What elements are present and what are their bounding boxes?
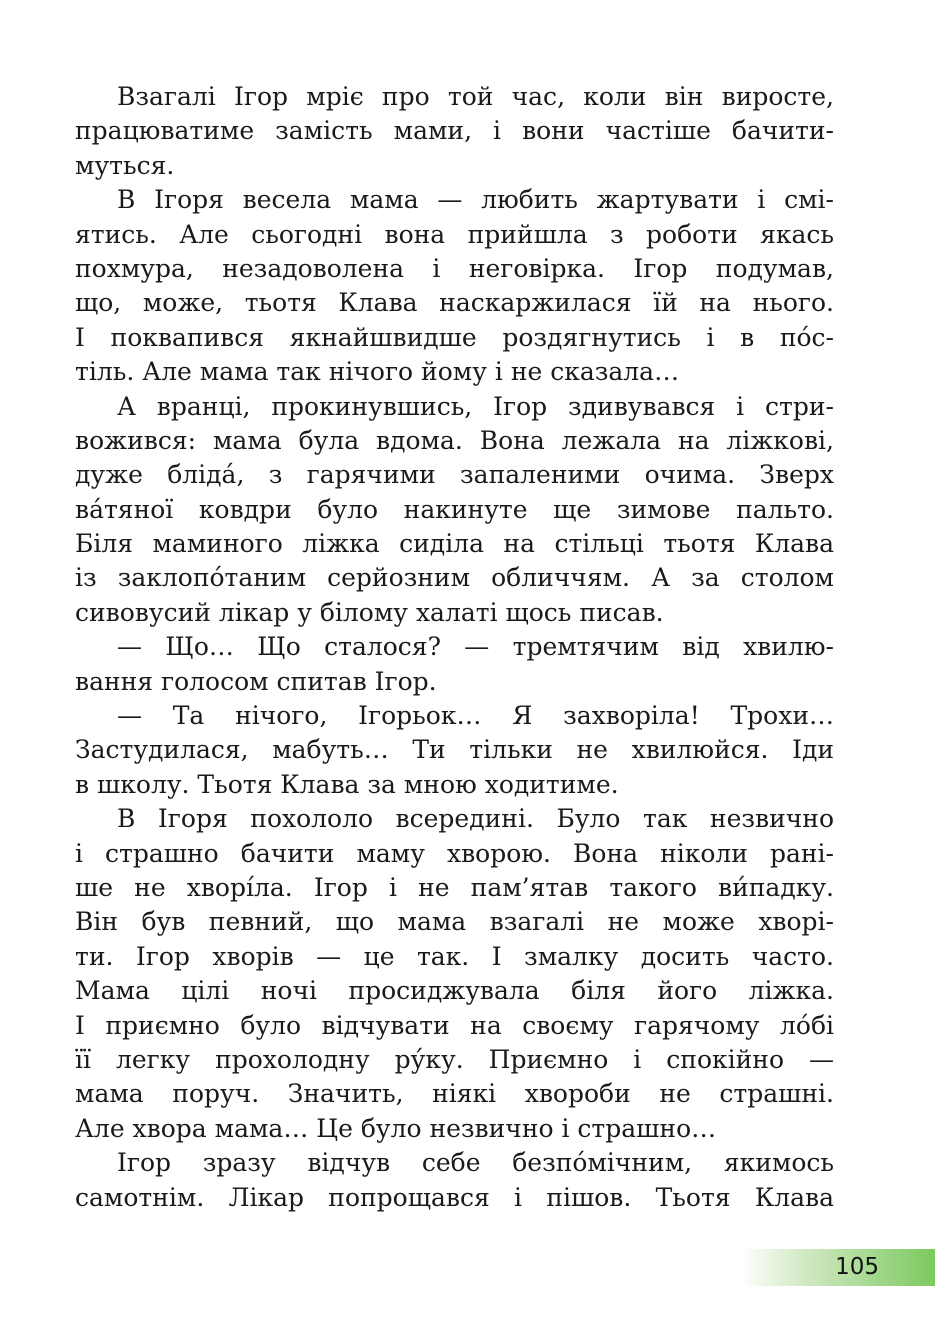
text-line: Але хвора мама… Це було незвично і страшно… xyxy=(75,1113,717,1143)
text-line: Він був певний, що мама взагалі не може хворі- xyxy=(75,907,834,937)
page-number-tab xyxy=(740,1249,935,1286)
text-line: І поквапився якнайшвидше роздягнутись і в по́с- xyxy=(75,322,834,352)
text-line: вання голосом спитав Ігор. xyxy=(75,666,437,696)
text-line: її легку прохолодну ру́ку. Приємно і спокійно — xyxy=(75,1044,834,1074)
page-number: 105 xyxy=(835,1254,879,1280)
text-line: ва́тяної ковдри було накинуте ще зимове пальто. xyxy=(75,494,834,524)
text-line: Біля маминого ліжка сиділа на стільці тьотя Клава xyxy=(75,529,834,559)
text-line: вожився: мама була вдома. Вона лежала на ліжкові, xyxy=(75,425,834,455)
text-line: В Ігоря похололо всередині. Було так незвично xyxy=(117,804,834,834)
text-line: Мама цілі ночі просиджувала біля його ліжка. xyxy=(75,976,834,1006)
text-line: — Та нічого, Ігорьок… Я захворіла! Трохи… xyxy=(117,701,834,731)
text-line: Ігор зразу відчув себе безпо́мічним, якимось xyxy=(117,1148,834,1178)
text-line: похмура, незадоволена і неговірка. Ігор подумав, xyxy=(75,253,834,283)
text-line: самотнім. Лікар попрощався і пішов. Тьотя Клава xyxy=(75,1182,834,1212)
text-line: І приємно було відчувати на своєму гарячому ло́бі xyxy=(75,1010,834,1040)
text-line: із заклопо́таним серйозним обличчям. А за столом xyxy=(75,563,834,593)
text-line: працюватиме замість мами, і вони частіше бачити- xyxy=(75,116,834,146)
text-line: що, може, тьотя Клава наскаржилася їй на нього. xyxy=(75,288,834,318)
page-body-text xyxy=(75,80,834,1215)
text-line: і страшно бачити маму хворою. Вона ніколи рані- xyxy=(75,838,834,868)
text-line: тіль. Але мама так нічого йому і не сказала… xyxy=(75,357,680,387)
text-line: дуже бліда́, з гарячими запаленими очима. Зверх xyxy=(75,460,834,490)
text-line: Застудилася, мабуть… Ти тільки не хвилюйся. Іди xyxy=(75,735,834,765)
text-line: ше не хворі́ла. Ігор і не пам’ятав такого ви́падку. xyxy=(75,872,834,902)
text-line: А вранці, прокинувшись, Ігор здивувався і стри- xyxy=(117,391,834,421)
text-line: муться. xyxy=(75,150,175,180)
text-line: сивовусий лікар у білому халаті щось писав. xyxy=(75,597,664,627)
text-line: В Ігоря весела мама — любить жартувати і смі- xyxy=(117,185,834,215)
text-line: ти. Ігор хворів — це так. І змалку досить часто. xyxy=(75,941,834,971)
text-line: Взагалі Ігор мріє про той час, коли він виросте, xyxy=(117,82,834,111)
text-line: в школу. Тьотя Клава за мною ходитиме. xyxy=(75,769,619,799)
text-line: ятись. Але сьогодні вона прийшла з роботи якась xyxy=(75,219,834,249)
text-line: — Що… Що сталося? — тремтячим від хвилю- xyxy=(117,632,834,662)
text-line: мама поруч. Значить, ніякі хвороби не страшні. xyxy=(75,1079,834,1109)
